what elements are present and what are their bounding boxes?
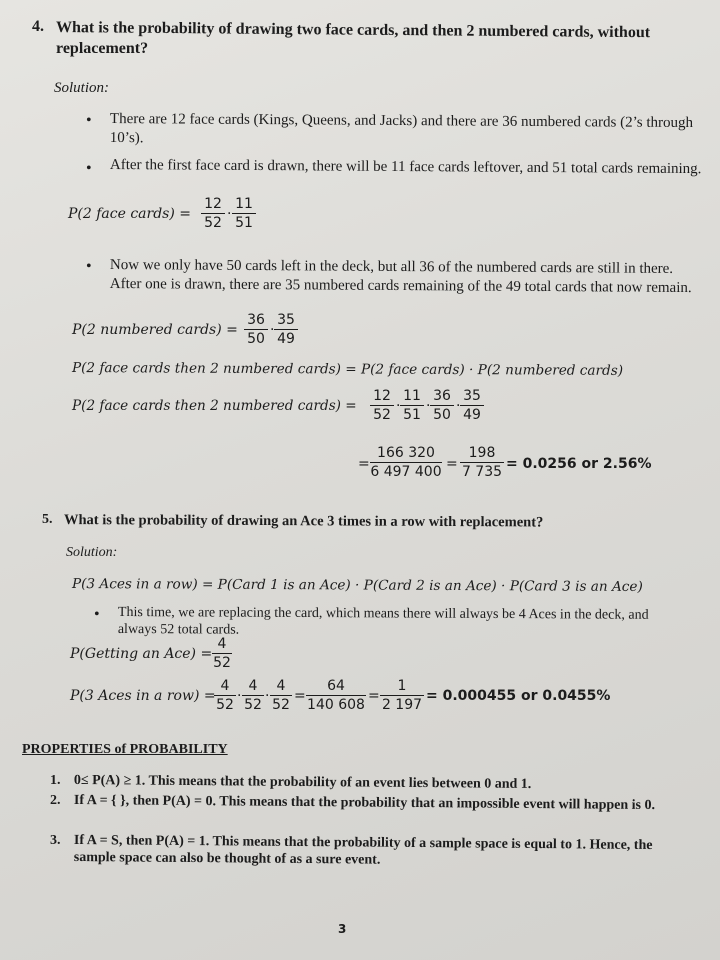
q4-result: = 0.0256 or 2.56%: [506, 456, 652, 472]
q4-eq1-label: P(2 face cards) =: [68, 206, 192, 222]
fraction: 4 52: [213, 636, 231, 671]
worksheet-page: 4. What is the probability of drawing two face cards, and then 2 numbered cards, without replacement? Solution: • There are 12 face cards (Kings, Queens, and Jacks) and there are 36 numbered cards (2’s through 10’s). • After the first face card is drawn, there will be 11 face cards leftover, and 51 total cards remaining. P(2 face cards) = 12 52 · 11 51 • Now we only have 50 cards left in the deck, but all 36 of the numbered cards are still in there. After one is drawn, there are 35 numbered cards remaining of the 49 total cards that now remain. P(2 numbered cards) = 36 50 · 35 49 P(2 face cards then 2 numbered cards) = P(2 face cards) · P(2 numbered cards) P(2 face cards then 2 numbered cards) = 12 52 · 11 51 · 36 50 · 35 49 = 166 320 6 497 400 = 198 7 735 = 0.0256 or 2.56% 5. What is the probability of drawing an Ace 3 times in a row with replacement? Solution: P(3 Aces in a row) = P(Card 1 is an Ace) · P(Card 2 is an Ace) · P(Card 3 is an Ace) • This time, we are replacing the card, which means there will always be 4 Aces in the deck, and always 52 total cards. P(Getting an Ace) = 4 52 P(3 Aces in a row) = 4 52 · 4 52 · 4 52 = 64 140 608 = 1 2 197 = 0.000455 or 0.0455% PROPERTIES of PROBABILITY 1. 0≤ P(A) ≥ 1. This means that the probability of an event lies between 0 and 1. 2. If A = { }, then P(A) = 0. This means that the probability that an impossible event will happen is 0. 3. If A = S, then P(A) = 1. This means that the probability of a sample space is equal to 1. Hence, the sample space can also be thought of as a sure event. 3: [0, 0, 720, 960]
question-4-number: 4.: [32, 18, 44, 35]
fraction: 12 52: [201, 196, 225, 231]
property-number: 3.: [50, 833, 61, 848]
fraction: 4 52: [214, 678, 236, 713]
fraction: 35 49: [460, 388, 484, 423]
q5-bullet-1: This time, we are replacing the card, which means there will always be 4 Aces in the deck, and always 52 total cards.: [117, 605, 649, 638]
question-5-number: 5.: [42, 512, 53, 527]
fraction: 36 50: [430, 388, 454, 423]
q4-solution-label: Solution:: [54, 80, 109, 96]
q4-bullet-1: There are 12 face cards (Kings, Queens, and Jacks) and there are 36 numbered cards (2’s through 10’s).: [109, 110, 694, 147]
q4-bullet-3: Now we only have 50 cards left in the deck, but all 36 of the numbered cards are still in there. After one is drawn, there are 35 numbered cards remaining of the 49 total cards that now remain.: [109, 256, 692, 297]
q5-solution-label: Solution:: [66, 545, 118, 560]
bullet-icon: •: [86, 160, 92, 177]
properties-heading: PROPERTIES of PROBABILITY: [22, 742, 228, 757]
q4-bullet-2: After the first face card is drawn, there will be 11 face cards leftover, and 51 total cards remaining.: [109, 156, 702, 178]
fraction: 198 7 735: [461, 445, 503, 480]
fraction: 1 2 197: [381, 678, 423, 713]
fraction: 64 140 608: [307, 678, 365, 713]
page-number: 3: [338, 922, 347, 936]
q5-eq3-label: P(3 Aces in a row) =: [70, 688, 216, 704]
property-1-text: 0≤ P(A) ≥ 1. This means that the probability of an event lies between 0 and 1.: [73, 772, 532, 792]
fraction: 11 51: [232, 196, 256, 231]
property-3-text: If A = S, then P(A) = 1. This means that the probability of a sample space is equal to 1. Hence, the sample space can also be thought of as a sure event.: [73, 832, 653, 868]
bullet-icon: •: [86, 112, 92, 129]
question-4-text-line2: replacement?: [56, 40, 149, 57]
question-5-text: What is the probability of drawing an Ace 3 times in a row with replacement?: [63, 512, 544, 531]
property-2-text: If A = { }, then P(A) = 0. This means that the probability that an impossible event will happen is 0.: [73, 792, 656, 814]
bullet-icon: •: [94, 606, 100, 623]
q4-eq2-label: P(2 numbered cards) =: [72, 322, 238, 338]
fraction: 4 52: [270, 678, 292, 713]
fraction: 12 52: [370, 388, 394, 423]
fraction: 36 50: [244, 312, 268, 347]
fraction: 11 51: [400, 388, 424, 423]
fraction: 166 320 6 497 400: [370, 445, 442, 480]
bullet-icon: •: [86, 258, 92, 275]
q5-eq2-label: P(Getting an Ace) =: [70, 646, 213, 662]
fraction: 35 49: [274, 312, 298, 347]
property-number: 2.: [50, 793, 61, 808]
question-4-text-line1: What is the probability of drawing two face cards, and then 2 numbered cards, without: [55, 19, 651, 42]
q5-eq1: P(3 Aces in a row) = P(Card 1 is an Ace) · P(Card 2 is an Ace) · P(Card 3 is an Ace): [71, 576, 643, 595]
q4-eq3: P(2 face cards then 2 numbered cards) = P(2 face cards) · P(2 numbered cards): [71, 360, 624, 379]
property-number: 1.: [50, 773, 61, 788]
q5-result: = 0.000455 or 0.0455%: [426, 688, 611, 704]
fraction: 4 52: [242, 678, 264, 713]
q4-eq4-label: P(2 face cards then 2 numbered cards) =: [72, 398, 357, 414]
